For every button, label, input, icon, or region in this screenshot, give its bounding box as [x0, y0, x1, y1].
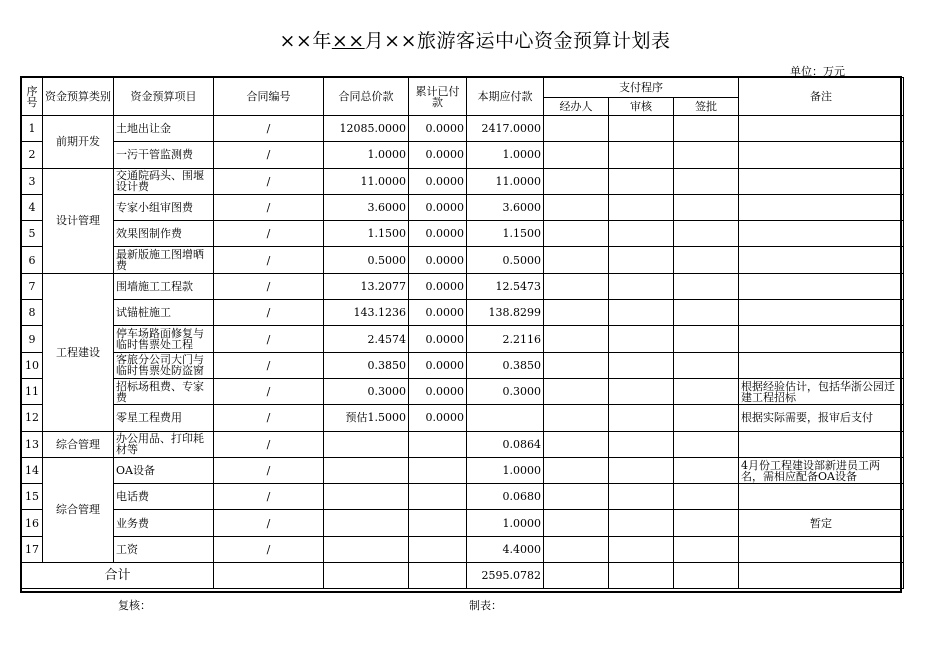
- cell-paid: [409, 431, 467, 457]
- cell-contract-no: /: [214, 352, 324, 378]
- page-title: [0, 26, 950, 53]
- cell-sign: [674, 457, 739, 483]
- header-seq: 序号: [22, 78, 43, 116]
- cell-paid: [409, 510, 467, 536]
- cell-seq: 12: [22, 405, 43, 431]
- cell-seq: 13: [22, 431, 43, 457]
- cell-seq: 9: [22, 326, 43, 352]
- cell-contract-total: 12085.0000: [324, 116, 409, 142]
- cell-handler: [544, 168, 609, 194]
- cell-sign: [674, 194, 739, 220]
- cell-contract-no: /: [214, 247, 324, 273]
- cell-current: 1.0000: [467, 510, 544, 536]
- cell-paid: 0.0000: [409, 378, 467, 404]
- cell-remark: [739, 142, 904, 168]
- title-suffix: 月××旅游客运中心资金预算计划表: [364, 30, 671, 52]
- cell-current: 1.0000: [467, 457, 544, 483]
- cell-current: 11.0000: [467, 168, 544, 194]
- cell-handler: [544, 116, 609, 142]
- cell-current: 0.3850: [467, 352, 544, 378]
- cell-contract-no: /: [214, 142, 324, 168]
- cell-contract-no: /: [214, 431, 324, 457]
- cell-category: 综合管理: [43, 457, 114, 562]
- cell-seq: 1: [22, 116, 43, 142]
- cell-remark: [739, 352, 904, 378]
- cell-remark: 暂定: [739, 510, 904, 536]
- table-row: [22, 221, 904, 247]
- cell-contract-total: 0.5000: [324, 247, 409, 273]
- cell-category: 设计管理: [43, 168, 114, 273]
- total-label: 合计: [22, 563, 214, 589]
- cell-remark: 根据经验估计，包括华浙公园迁建工程招标: [739, 378, 904, 404]
- cell-contract-total: 1.0000: [324, 142, 409, 168]
- table-row: [22, 247, 904, 273]
- cell-remark: [739, 247, 904, 273]
- cell-contract-no: /: [214, 536, 324, 562]
- cell-category: 工程建设: [43, 273, 114, 431]
- table-row: [22, 300, 904, 326]
- cell-handler: [544, 431, 609, 457]
- cell-current: 1.1500: [467, 221, 544, 247]
- cell-sign: [674, 221, 739, 247]
- header-row-1: [22, 78, 904, 98]
- cell-item: 一污干管监测费: [114, 142, 214, 168]
- cell-sign: [674, 300, 739, 326]
- cell-sign: [674, 510, 739, 536]
- cell-remark: [739, 326, 904, 352]
- cell-contract-no: /: [214, 378, 324, 404]
- cell-paid: [409, 536, 467, 562]
- cell-sign: [674, 142, 739, 168]
- cell-review: [609, 194, 674, 220]
- cell-contract-no: /: [214, 221, 324, 247]
- cell-handler: [544, 247, 609, 273]
- cell-paid: 0.0000: [409, 405, 467, 431]
- title-prefix: ××年: [279, 30, 332, 52]
- cell-contract-total: 11.0000: [324, 168, 409, 194]
- cell-contract-no: /: [214, 116, 324, 142]
- cell-category: 综合管理: [43, 431, 114, 457]
- cell-handler: [544, 326, 609, 352]
- cell-seq: 5: [22, 221, 43, 247]
- cell-remark: [739, 273, 904, 299]
- cell-current: 1.0000: [467, 142, 544, 168]
- cell-paid: 0.0000: [409, 326, 467, 352]
- cell-item: 零星工程费用: [114, 405, 214, 431]
- cell-handler: [544, 484, 609, 510]
- header-item: 资金预算项目: [114, 78, 214, 116]
- table-row: [22, 510, 904, 536]
- cell-review: [609, 536, 674, 562]
- cell-sign: [674, 247, 739, 273]
- cell-contract-no: /: [214, 510, 324, 536]
- cell-current: 4.4000: [467, 536, 544, 562]
- cell-review: [609, 457, 674, 483]
- cell-item: 土地出让金: [114, 116, 214, 142]
- cell-current: 12.5473: [467, 273, 544, 299]
- total-current: 2595.0782: [467, 563, 544, 589]
- total-sign: [674, 563, 739, 589]
- cell-handler: [544, 300, 609, 326]
- cell-paid: 0.0000: [409, 168, 467, 194]
- header-paid: 累计已付款: [409, 78, 467, 116]
- cell-remark: [739, 300, 904, 326]
- cell-item: 工资: [114, 536, 214, 562]
- total-contract-total: [324, 563, 409, 589]
- cell-review: [609, 300, 674, 326]
- cell-current: 0.5000: [467, 247, 544, 273]
- cell-seq: 17: [22, 536, 43, 562]
- cell-review: [609, 116, 674, 142]
- cell-sign: [674, 378, 739, 404]
- cell-item: 电话费: [114, 484, 214, 510]
- total-review: [609, 563, 674, 589]
- cell-item: 最新版施工图增晒费: [114, 247, 214, 273]
- header-category: 资金预算类别: [43, 78, 114, 116]
- cell-contract-total: [324, 510, 409, 536]
- cell-item: 客旅分公司大门与临时售票处防盗窗: [114, 352, 214, 378]
- cell-sign: [674, 431, 739, 457]
- cell-review: [609, 431, 674, 457]
- cell-sign: [674, 116, 739, 142]
- header-payment-process: 支付程序: [544, 78, 739, 98]
- cell-sign: [674, 484, 739, 510]
- table-row: [22, 142, 904, 168]
- cell-handler: [544, 352, 609, 378]
- cell-contract-total: [324, 431, 409, 457]
- cell-seq: 4: [22, 194, 43, 220]
- cell-paid: 0.0000: [409, 273, 467, 299]
- cell-handler: [544, 273, 609, 299]
- cell-item: OA设备: [114, 457, 214, 483]
- table-row: [22, 536, 904, 562]
- cell-review: [609, 221, 674, 247]
- cell-remark: [739, 116, 904, 142]
- cell-review: [609, 273, 674, 299]
- table-row: [22, 431, 904, 457]
- cell-contract-total: 预估1.5000: [324, 405, 409, 431]
- cell-remark: 4月份工程建设部新进员工两名，需相应配备OA设备: [739, 457, 904, 483]
- cell-contract-total: [324, 457, 409, 483]
- cell-seq: 10: [22, 352, 43, 378]
- cell-remark: [739, 194, 904, 220]
- cell-contract-total: 3.6000: [324, 194, 409, 220]
- cell-sign: [674, 326, 739, 352]
- cell-current: 3.6000: [467, 194, 544, 220]
- cell-seq: 6: [22, 247, 43, 273]
- cell-contract-total: [324, 484, 409, 510]
- cell-current: [467, 405, 544, 431]
- total-contract-no: [214, 563, 324, 589]
- cell-remark: [739, 431, 904, 457]
- cell-contract-no: /: [214, 326, 324, 352]
- header-contract-no: 合同编号: [214, 78, 324, 116]
- budget-table: [21, 77, 904, 589]
- total-remark: [739, 563, 904, 589]
- cell-current: 0.0680: [467, 484, 544, 510]
- cell-contract-total: [324, 536, 409, 562]
- table-row: [22, 273, 904, 299]
- cell-seq: 11: [22, 378, 43, 404]
- cell-review: [609, 247, 674, 273]
- cell-paid: [409, 484, 467, 510]
- cell-current: 2417.0000: [467, 116, 544, 142]
- cell-contract-total: 13.2077: [324, 273, 409, 299]
- cell-contract-total: 0.3000: [324, 378, 409, 404]
- header-current: 本期应付款: [467, 78, 544, 116]
- cell-item: 业务费: [114, 510, 214, 536]
- cell-item: 交通院码头、围堰设计费: [114, 168, 214, 194]
- cell-review: [609, 405, 674, 431]
- cell-item: 试锚桩施工: [114, 300, 214, 326]
- cell-item: 停车场路面修复与临时售票处工程: [114, 326, 214, 352]
- cell-contract-no: /: [214, 457, 324, 483]
- cell-seq: 15: [22, 484, 43, 510]
- table-row: [22, 326, 904, 352]
- cell-contract-no: /: [214, 273, 324, 299]
- cell-handler: [544, 405, 609, 431]
- header-sign: 签批: [674, 98, 739, 116]
- cell-contract-no: /: [214, 484, 324, 510]
- cell-sign: [674, 168, 739, 194]
- cell-current: 0.3000: [467, 378, 544, 404]
- cell-remark: [739, 536, 904, 562]
- header-handler: 经办人: [544, 98, 609, 116]
- table-row: [22, 194, 904, 220]
- cell-paid: 0.0000: [409, 142, 467, 168]
- cell-item: 办公用品、打印耗材等: [114, 431, 214, 457]
- cell-sign: [674, 405, 739, 431]
- cell-sign: [674, 273, 739, 299]
- cell-contract-no: /: [214, 168, 324, 194]
- header-contract-total: 合同总价款: [324, 78, 409, 116]
- cell-paid: [409, 457, 467, 483]
- cell-review: [609, 510, 674, 536]
- total-handler: [544, 563, 609, 589]
- table-row: [22, 378, 904, 404]
- cell-seq: 3: [22, 168, 43, 194]
- cell-handler: [544, 221, 609, 247]
- cell-handler: [544, 378, 609, 404]
- cell-remark: [739, 168, 904, 194]
- cell-contract-no: /: [214, 405, 324, 431]
- unit-label: 单位：万元: [790, 65, 845, 78]
- cell-paid: 0.0000: [409, 194, 467, 220]
- cell-handler: [544, 457, 609, 483]
- cell-review: [609, 168, 674, 194]
- cell-current: 2.2116: [467, 326, 544, 352]
- cell-review: [609, 352, 674, 378]
- cell-seq: 7: [22, 273, 43, 299]
- cell-review: [609, 326, 674, 352]
- cell-paid: 0.0000: [409, 247, 467, 273]
- table-row: [22, 116, 904, 142]
- cell-review: [609, 142, 674, 168]
- cell-remark: [739, 221, 904, 247]
- cell-seq: 2: [22, 142, 43, 168]
- table-row: [22, 457, 904, 483]
- total-paid: [409, 563, 467, 589]
- cell-paid: 0.0000: [409, 116, 467, 142]
- cell-current: 138.8299: [467, 300, 544, 326]
- cell-current: 0.0864: [467, 431, 544, 457]
- table-row: [22, 484, 904, 510]
- cell-remark: 根据实际需要，报审后支付: [739, 405, 904, 431]
- table-row: [22, 405, 904, 431]
- cell-contract-no: /: [214, 300, 324, 326]
- cell-contract-no: /: [214, 194, 324, 220]
- cell-seq: 16: [22, 510, 43, 536]
- cell-contract-total: 0.3850: [324, 352, 409, 378]
- table-row: [22, 352, 904, 378]
- cell-contract-total: 1.1500: [324, 221, 409, 247]
- cell-item: 专家小组审图费: [114, 194, 214, 220]
- cell-seq: 14: [22, 457, 43, 483]
- cell-contract-total: 2.4574: [324, 326, 409, 352]
- cell-paid: 0.0000: [409, 300, 467, 326]
- cell-item: 招标场租费、专家费: [114, 378, 214, 404]
- cell-handler: [544, 142, 609, 168]
- cell-handler: [544, 536, 609, 562]
- title-underlined: ××: [331, 30, 365, 52]
- cell-contract-total: 143.1236: [324, 300, 409, 326]
- cell-paid: 0.0000: [409, 352, 467, 378]
- cell-category: 前期开发: [43, 116, 114, 169]
- cell-remark: [739, 484, 904, 510]
- cell-review: [609, 484, 674, 510]
- table-row: [22, 168, 904, 194]
- total-row: [22, 563, 904, 589]
- cell-item: 效果图制作费: [114, 221, 214, 247]
- cell-item: 围墙施工工程款: [114, 273, 214, 299]
- footer-maker: 制表：: [469, 599, 502, 612]
- cell-handler: [544, 194, 609, 220]
- cell-review: [609, 378, 674, 404]
- cell-seq: 8: [22, 300, 43, 326]
- header-review: 审核: [609, 98, 674, 116]
- cell-sign: [674, 352, 739, 378]
- cell-paid: 0.0000: [409, 221, 467, 247]
- header-remark: 备注: [739, 78, 904, 116]
- cell-handler: [544, 510, 609, 536]
- footer-reviewer: 复核：: [118, 599, 151, 612]
- cell-sign: [674, 536, 739, 562]
